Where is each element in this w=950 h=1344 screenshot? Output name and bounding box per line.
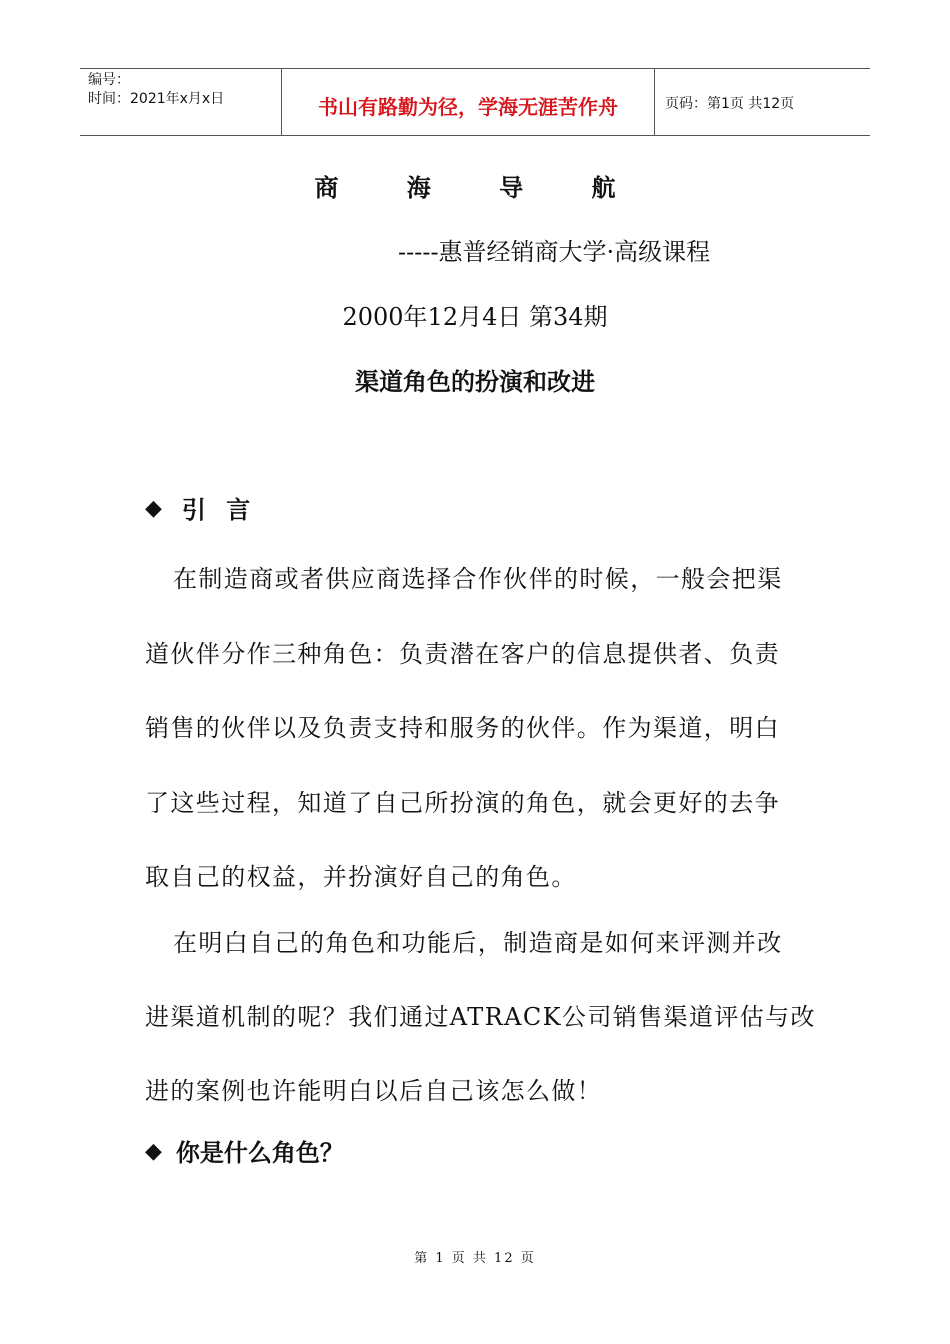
diamond-bullet-icon: ◆ <box>145 1137 162 1164</box>
paragraph-line: 进的案例也许能明白以后自己该怎么做！ <box>145 1077 603 1105</box>
page-footer: 第 1 页 共 12 页 <box>414 1251 536 1266</box>
page-header <box>80 68 870 136</box>
article-title: 渠道角色的扮演和改进 <box>355 367 595 396</box>
paragraph-line: 销售的伙伴以及负责支持和服务的伙伴。作为渠道，明白 <box>145 714 780 742</box>
paragraph-line: 进渠道机制的呢？我们通过ATRACK公司销售渠道评估与改 <box>145 1003 816 1031</box>
section-heading-text: 你是什么角色？ <box>175 1138 344 1167</box>
section-heading-role <box>145 1133 344 1168</box>
paragraph-line: 道伙伴分作三种角色：负责潜在客户的信息提供者、负责 <box>145 640 780 668</box>
serial-label: 编号： <box>88 72 130 88</box>
paragraph-line: 了这些过程，知道了自己所扮演的角色，就会更好的去争 <box>145 789 780 817</box>
header-motto: 书山有路勤为径，学海无涯苦作舟 <box>282 69 655 135</box>
header-page-info: 页码：第1页 共12页 <box>665 96 795 112</box>
document-subtitle: -----惠普经销商大学·高级课程 <box>398 238 711 266</box>
paragraph-line: 在制造商或者供应商选择合作伙伴的时候，一般会把渠 <box>173 565 783 593</box>
header-meta <box>80 69 282 135</box>
section-heading-text: 引 言 <box>181 495 257 524</box>
document-title: 商 海 导 航 <box>314 173 646 202</box>
paragraph-line: 在明白自己的角色和功能后，制造商是如何来评测并改 <box>173 929 783 957</box>
document-dateline: 2000年12月4日 第34期 <box>342 303 608 331</box>
time-label: 时间：2021年x月x日 <box>88 91 225 107</box>
section-heading-intro <box>145 490 256 525</box>
paragraph-line: 取自己的权益，并扮演好自己的角色。 <box>145 863 577 891</box>
diamond-bullet-icon: ◆ <box>145 494 168 521</box>
